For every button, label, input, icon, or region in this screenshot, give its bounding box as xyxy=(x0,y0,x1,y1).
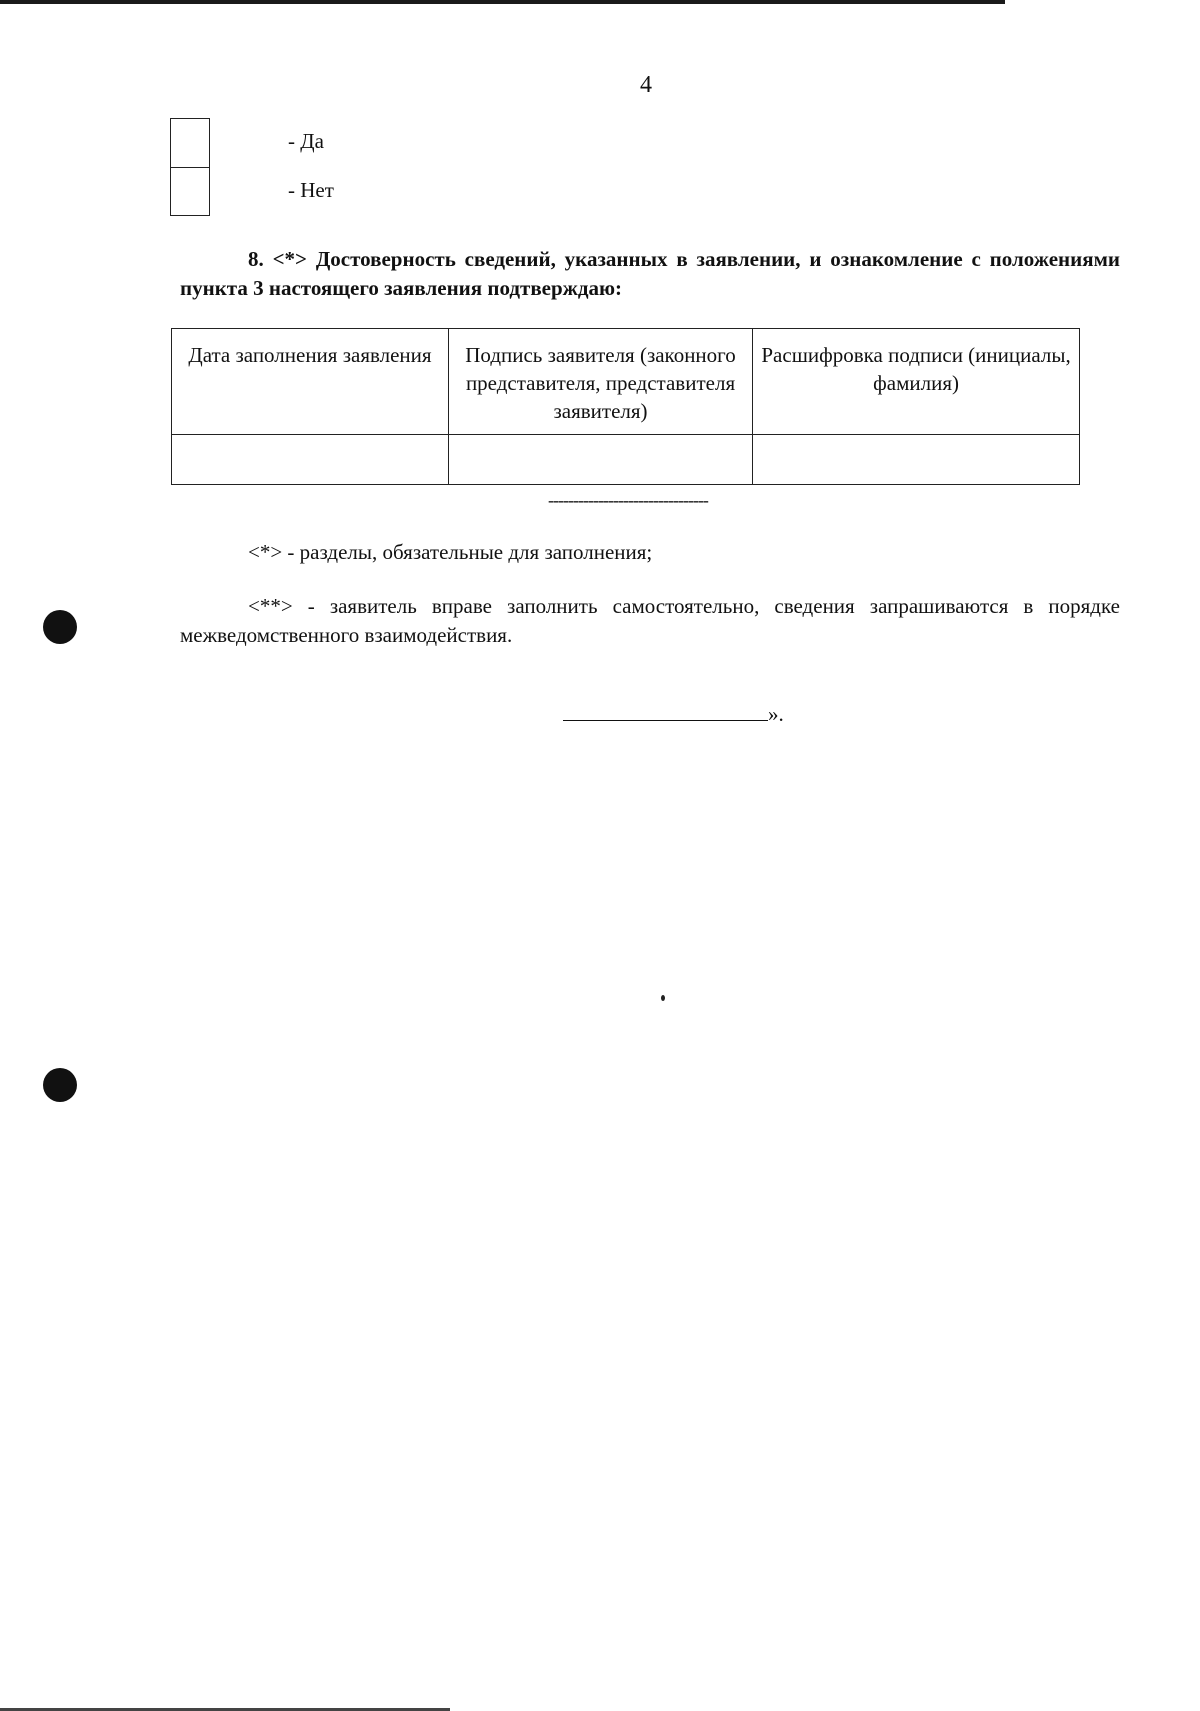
header-applicant-signature: Подпись заявителя (законного представителя, представителя заявителя) xyxy=(448,329,752,435)
signature-table-entry-row xyxy=(172,435,1080,485)
punch-hole-bottom xyxy=(43,1068,77,1102)
signature-table xyxy=(171,328,1080,485)
scan-speck xyxy=(661,995,665,1001)
scan-edge-top xyxy=(0,0,1005,4)
note-required-sections xyxy=(180,538,1120,567)
closing-line xyxy=(563,702,784,727)
page-number: 4 xyxy=(640,72,652,98)
section-8-statement xyxy=(180,245,1120,303)
applicant-signature-cell xyxy=(448,435,752,485)
header-fill-date: Дата заполнения заявления xyxy=(172,329,449,435)
note-required-text: <*> - разделы, обязательные для заполнения; xyxy=(248,540,653,564)
checkbox-divider xyxy=(171,167,209,168)
fill-date-cell xyxy=(172,435,449,485)
separator-dashes: -------------------------------- xyxy=(548,490,708,510)
option-yes-label: - Да xyxy=(288,129,324,153)
closing-quote-mark: ». xyxy=(768,702,784,726)
closing-underline xyxy=(563,702,768,721)
signature-table-header-row xyxy=(172,329,1080,435)
option-no-label: - Нет xyxy=(288,178,334,202)
signature-decoding-cell xyxy=(753,435,1080,485)
section-8-text: 8. <*> Достоверность сведений, указанных в заявлении, и ознакомление с положениями пункта 3 настоящего заявления подтверждаю: xyxy=(180,247,1120,300)
note-optional-text: <**> - заявитель вправе заполнить самостоятельно, сведения запрашиваются в порядке межведомственного взаимодействия. xyxy=(180,594,1120,647)
header-signature-decoding: Расшифровка подписи (инициалы, фамилия) xyxy=(753,329,1080,435)
note-optional-sections xyxy=(180,592,1120,650)
yes-no-checkbox-group xyxy=(170,118,210,216)
punch-hole-top xyxy=(43,610,77,644)
